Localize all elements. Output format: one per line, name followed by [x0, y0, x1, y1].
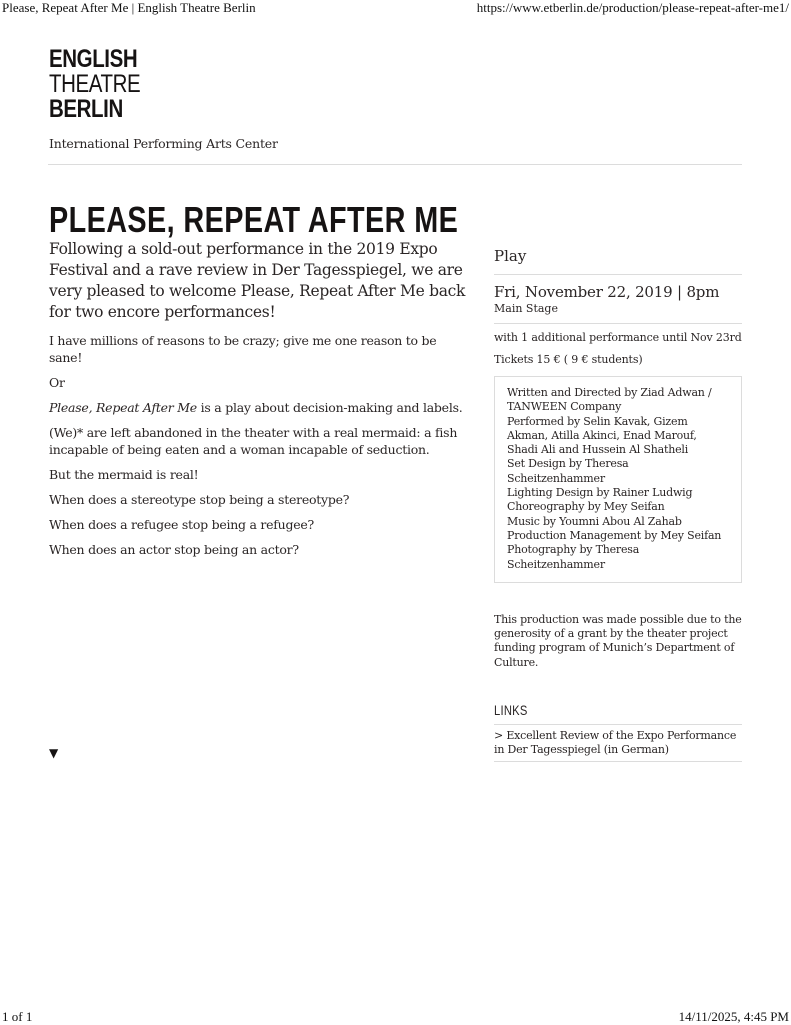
- logo-line-english: ENGLISH: [49, 45, 138, 73]
- venue: Main Stage: [494, 302, 558, 315]
- ticket-prices: Tickets 15 € ( 9 € students): [494, 353, 643, 366]
- credit-line: Set Design by Theresa Scheitzenhammer: [507, 457, 629, 485]
- additional-performances: with 1 additional performance until Nov 23rd: [494, 331, 742, 344]
- paragraph: But the mermaid is real!: [49, 467, 199, 482]
- divider: [494, 274, 742, 275]
- paragraph: When does an actor stop being an actor?: [49, 542, 299, 557]
- performance-date: Fri, November 22, 2019 | 8pm: [494, 283, 720, 301]
- production-title: PLEASE, REPEAT AFTER ME: [49, 199, 459, 240]
- credit-line: Production Management by Mey Seifan: [507, 528, 722, 542]
- credit-line: Written and Directed by Ziad Adwan / TANWEEN Company: [507, 386, 712, 414]
- paragraph-text: is a play about decision-making and labels.: [196, 400, 463, 415]
- genre-label: Play: [494, 247, 527, 265]
- paragraph: (We)* are left abandoned in the theater with a real mermaid: a fish incapable of being eaten and a woman incapable of seduction.: [49, 425, 458, 457]
- logo-line-theatre: THEATRE: [49, 70, 141, 98]
- paragraph: When does a refugee stop being a refugee?: [49, 517, 314, 532]
- print-page-title: Please, Repeat After Me | English Theatre Berlin: [2, 0, 256, 15]
- divider: [494, 323, 742, 324]
- credit-line: Photography by Theresa Scheitzenhammer: [507, 543, 640, 571]
- print-footer: [0, 1009, 791, 1025]
- paragraph: When does a stereotype stop being a stereotype?: [49, 492, 350, 507]
- grant-notice: This production was made possible due to the generosity of a grant by the theater project funding program of Munich’s Department of Culture.: [494, 612, 742, 669]
- paragraph: Or: [49, 375, 65, 390]
- divider: [494, 761, 742, 762]
- expand-toggle-icon[interactable]: ▼: [49, 746, 59, 760]
- print-timestamp: 14/11/2025, 4:45 PM: [678, 1009, 789, 1024]
- credit-line: Music by Youmni Abou Al Zahab: [507, 514, 682, 528]
- header-divider: [48, 164, 742, 165]
- print-page-count: 1 of 1: [2, 1009, 33, 1024]
- production-sidebar: [494, 246, 742, 762]
- logo-line-berlin: BERLIN: [49, 95, 123, 123]
- production-description: [49, 239, 469, 566]
- credit-line: Lighting Design by Rainer Ludwig: [507, 486, 693, 500]
- paragraph: I have millions of reasons to be crazy; give me one reason to be sane!: [49, 333, 437, 365]
- credit-line: Performed by Selin Kavak, Gizem Akman, Atilla Akinci, Enad Marouf, Shadi Ali and Hussein Al Shatheli: [507, 414, 697, 457]
- lead-paragraph: Following a sold-out performance in the 2019 Expo Festival and a rave review in Der Tagesspiegel, we are very pleased to welcome Please, Repeat After Me back for two encore performances!: [49, 240, 466, 321]
- paragraph: [49, 399, 469, 416]
- link-tagesspiegel-review[interactable]: > Excellent Review of the Expo Performance in Der Tagesspiegel (in German): [494, 729, 737, 757]
- credits-box: [494, 376, 742, 583]
- site-tagline: International Performing Arts Center: [49, 136, 278, 151]
- site-logo[interactable]: [49, 47, 140, 122]
- links-heading: LINKS: [494, 702, 528, 719]
- print-header: [0, 0, 791, 16]
- play-title-italic: Please, Repeat After Me: [49, 400, 197, 415]
- print-url: https://www.etberlin.de/production/please-repeat-after-me1/: [476, 0, 789, 15]
- credit-line: Choreography by Mey Seifan: [507, 500, 665, 514]
